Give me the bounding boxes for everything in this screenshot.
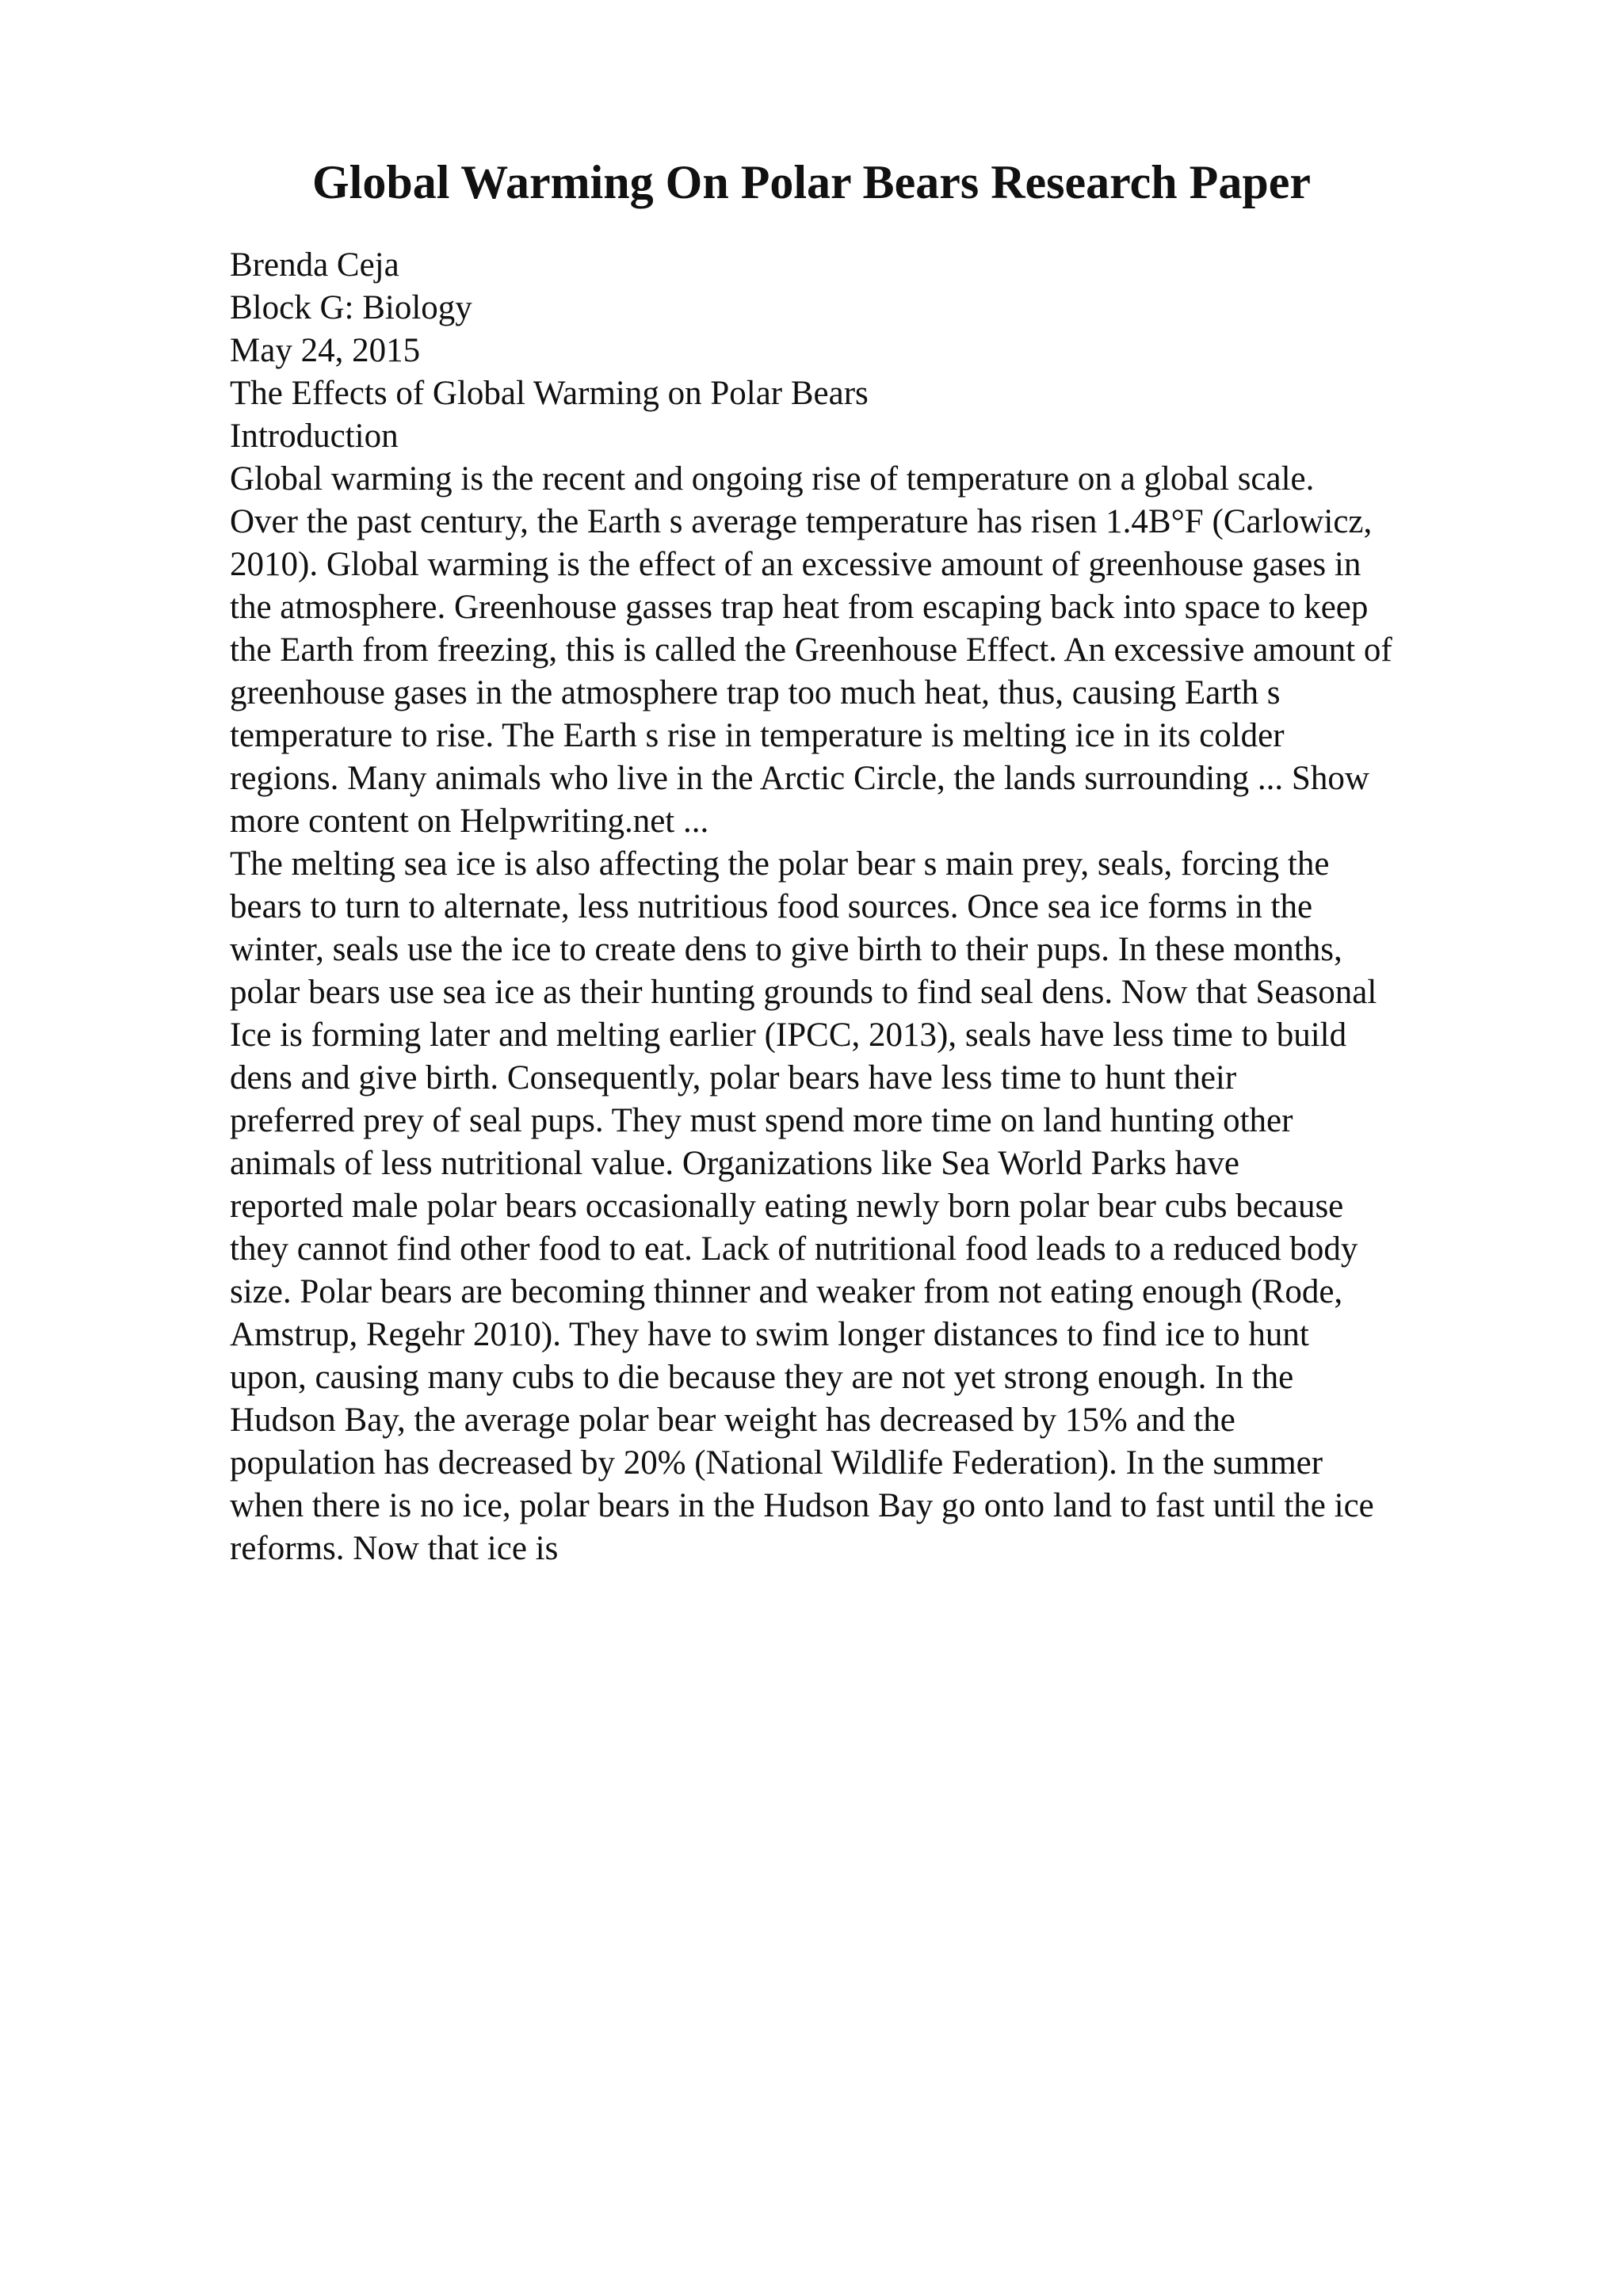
body-line: size. Polar bears are becoming thinner and weaker from not eating enough (Rode, (230, 1273, 1343, 1310)
body-line: Over the past century, the Earth s average temperature has risen 1.4B°F (Carlowicz, (230, 503, 1373, 540)
body-line: greenhouse gases in the atmosphere trap too much heat, thus, causing Earth s (230, 674, 1281, 711)
essay-title: The Effects of Global Warming on Polar Bears (230, 375, 869, 412)
body-line: population has decreased by 20% (National Wildlife Federation). In the summer (230, 1444, 1323, 1482)
body-line: 2010). Global warming is the effect of an excessive amount of greenhouse gases in (230, 546, 1361, 583)
document-date: May 24, 2015 (230, 332, 421, 369)
body-line: the atmosphere. Greenhouse gasses trap heat from escaping back into space to keep (230, 589, 1369, 626)
body-line: The melting sea ice is also affecting the polar bear s main prey, seals, forcing the (230, 845, 1330, 883)
body-line: upon, causing many cubs to die because they are not yet strong enough. In the (230, 1359, 1294, 1396)
document-title: Global Warming On Polar Bears Research Paper (312, 156, 1311, 208)
class-block: Block G: Biology (230, 289, 472, 326)
body-line: more content on Helpwriting.net ... (230, 803, 709, 840)
body-line: Global warming is the recent and ongoing rise of temperature on a global scale. (230, 460, 1315, 498)
body-line: bears to turn to alternate, less nutritious food sources. Once sea ice forms in the (230, 888, 1313, 925)
body-line: when there is no ice, polar bears in the Hudson Bay go onto land to fast until the ice (230, 1487, 1374, 1524)
author-name: Brenda Ceja (230, 246, 399, 284)
document-body (230, 244, 1514, 1570)
body-line: the Earth from freezing, this is called the Greenhouse Effect. An excessive amount of (230, 631, 1392, 669)
body-line: Amstrup, Regehr 2010). They have to swim longer distances to find ice to hunt (230, 1316, 1309, 1353)
body-line: regions. Many animals who live in the Arctic Circle, the lands surrounding ... Show (230, 760, 1369, 797)
body-line: Hudson Bay, the average polar bear weight has decreased by 15% and the (230, 1402, 1235, 1439)
body-line: animals of less nutritional value. Organizations like Sea World Parks have (230, 1145, 1239, 1182)
body-line: dens and give birth. Consequently, polar bears have less time to hunt their (230, 1059, 1237, 1097)
body-line: reported male polar bears occasionally eating newly born polar bear cubs because (230, 1188, 1344, 1225)
body-line: they cannot find other food to eat. Lack of nutritional food leads to a reduced body (230, 1230, 1358, 1268)
body-line: polar bears use sea ice as their hunting grounds to find seal dens. Now that Seasonal (230, 974, 1377, 1011)
body-line: reforms. Now that ice is (230, 1530, 559, 1567)
body-line: winter, seals use the ice to create dens to give birth to their pups. In these months, (230, 931, 1342, 968)
body-line: temperature to rise. The Earth s rise in temperature is melting ice in its colder (230, 717, 1285, 754)
body-line: Ice is forming later and melting earlier (IPCC, 2013), seals have less time to build (230, 1016, 1347, 1054)
body-line: preferred prey of seal pups. They must spend more time on land hunting other (230, 1102, 1293, 1139)
section-heading: Introduction (230, 418, 399, 455)
